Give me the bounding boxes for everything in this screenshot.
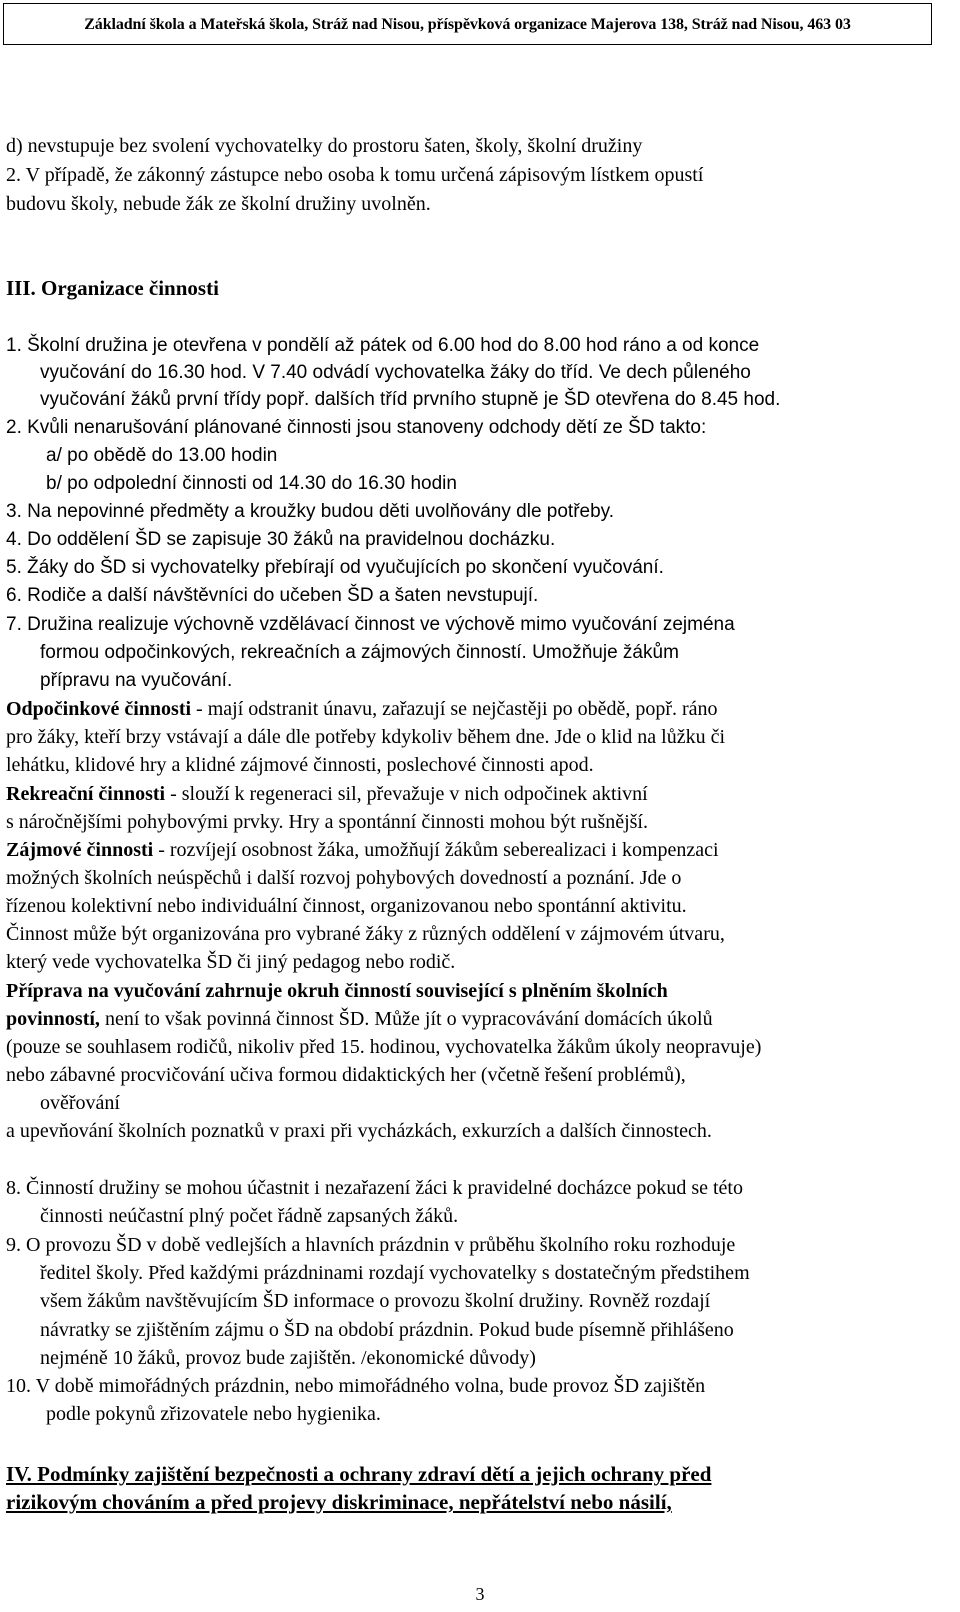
text-line: 2. V případě, že zákonný zástupce nebo osoba k tomu určená zápisovým lístkem opustí [6, 164, 704, 186]
term-label: Odpočinkové činnosti [6, 698, 192, 720]
text-line: ověřování [40, 1092, 120, 1114]
text-line: 7. Družina realizuje výchovně vzdělávací činnost ve výchově mimo vyučování zejména [6, 614, 735, 635]
text-line: který vede vychovatelka ŠD či jiný pedagog nebo rodič. [6, 951, 456, 973]
text-line: 6. Rodiče a další návštěvníci do učeben ŠD a šaten nevstupují. [6, 585, 539, 606]
text-line: vyučování do 16.30 hod. V 7.40 odvádí vychovatelka žáky do tříd. Ve dech půleného [40, 362, 751, 383]
text-line: nebo zábavné procvičování učiva formou didaktických her (včetně řešení problémů), [6, 1064, 686, 1086]
text-line: ředitel školy. Před každými prázdninami rozdají vychovatelky s dostatečným předstihem [40, 1262, 750, 1284]
text-line: přípravu na vyučování. [40, 670, 233, 691]
text-line: (pouze se souhlasem rodičů, nikoliv před 15. hodinou, vychovatelka žákům úkoly neopravuje) [6, 1036, 762, 1058]
page-number: 3 [475, 1584, 485, 1604]
text-span: - rozvíjejí osobnost žáka, umožňují žákům seberealizaci i kompenzaci [153, 839, 719, 861]
text-line: lehátku, klidové hry a klidné zájmové činnosti, poslechové činnosti apod. [6, 754, 594, 776]
text-line: vyučování žáků první třídy popř. dalších tříd prvního stupně je ŠD otevřena do 8.45 hod. [40, 389, 781, 410]
text-span: není to však povinná činnost ŠD. Může jít o vypracovávání domácích úkolů [99, 1008, 713, 1030]
text-line: všem žákům navštěvujícím ŠD informace o provozu školní družiny. Rovněž rozdají [40, 1290, 711, 1312]
section-heading: III. Organizace činnosti [6, 276, 219, 300]
term-label: Zájmové činnosti [6, 839, 154, 861]
section-heading: IV. Podmínky zajištění bezpečnosti a ochrany zdraví dětí a jejich ochrany před [6, 1462, 712, 1486]
paragraph-line [6, 782, 648, 806]
text-line: b/ po odpolední činnosti od 14.30 do 16.30 hodin [46, 473, 457, 494]
text-line: 1. Školní družina je otevřena v pondělí až pátek od 6.00 hod do 8.00 hod ráno a od konce [6, 335, 760, 356]
text-line: návratky se zjištěním zájmu o ŠD na období prázdnin. Pokud bude písemně přihlášeno [40, 1319, 734, 1341]
text-line: řízenou kolektivní nebo individuální činnost, organizovanou nebo spontánní aktivitu. [6, 895, 687, 917]
paragraph-line [6, 697, 718, 721]
section-heading: rizikovým chováním a před projevy diskriminace, nepřátelství nebo násilí, [6, 1490, 672, 1514]
term-label: Rekreační činnosti [6, 783, 166, 805]
text-line: budovu školy, nebude žák ze školní družiny uvolněn. [6, 193, 431, 215]
text-span: - mají odstranit únavu, zařazují se nejčastěji po obědě, popř. ráno [191, 698, 718, 720]
text-line: 5. Žáky do ŠD si vychovatelky přebírají od vyučujících po skončení vyučování. [6, 557, 664, 578]
text-line: a/ po obědě do 13.00 hodin [46, 445, 278, 466]
text-line: 4. Do oddělení ŠD se zapisuje 30 žáků na pravidelnou docházku. [6, 529, 556, 550]
text-line: 3. Na nepovinné předměty a kroužky budou děti uvolňovány dle potřeby. [6, 501, 615, 522]
paragraph-line [6, 838, 719, 862]
text-line: možných školních neúspěchů i další rozvoj pohybových dovedností a poznání. Jde o [6, 867, 682, 889]
text-line: 10. V době mimořádných prázdnin, nebo mimořádného volna, bude provoz ŠD zajištěn [6, 1375, 706, 1397]
text-line: pro žáky, kteří brzy vstávají a dále dle potřeby kdykoliv během dne. Jde o klid na lůžku či [6, 726, 726, 748]
text-line: 2. Kvůli nenarušování plánované činnosti jsou stanoveny odchody dětí ze ŠD takto: [6, 417, 707, 438]
text-span: - slouží k regeneraci sil, převažuje v nich odpočinek aktivní [165, 783, 648, 805]
bold-line: Příprava na vyučování zahrnuje okruh činností související s plněním školních [6, 980, 668, 1002]
text-line: 8. Činností družiny se mohou účastnit i nezařazení žáci k pravidelné docházce pokud se této [6, 1177, 743, 1199]
paragraph-line [6, 1007, 713, 1031]
text-line: nejméně 10 žáků, provoz bude zajištěn. /ekonomické důvody) [40, 1347, 536, 1369]
text-line: s náročnějšími pohybovými prvky. Hry a spontánní činnosti mohou být rušnější. [6, 811, 648, 833]
text-line: a upevňování školních poznatků v praxi při vycházkách, exkurzích a dalších činnostech. [6, 1120, 712, 1142]
text-line: 9. O provozu ŠD v době vedlejších a hlavních prázdnin v průběhu školního roku rozhoduje [6, 1234, 736, 1256]
term-label: povinností, [6, 1008, 100, 1030]
document-header: Základní škola a Mateřská škola, Stráž nad Nisou, příspěvková organizace Majerova 138, Stráž nad Nisou, 463 03 [3, 3, 932, 45]
text-line: Činnost může být organizována pro vybrané žáky z různých oddělení v zájmovém útvaru, [6, 923, 725, 945]
text-line: podle pokynů zřizovatele nebo hygienika. [46, 1403, 381, 1425]
text-line: činnosti neúčastní plný počet řádně zapsaných žáků. [40, 1205, 459, 1227]
text-line: formou odpočinkových, rekreačních a zájmových činností. Umožňuje žákům [40, 642, 679, 663]
text-line: d) nevstupuje bez svolení vychovatelky do prostoru šaten, školy, školní družiny [6, 135, 643, 157]
